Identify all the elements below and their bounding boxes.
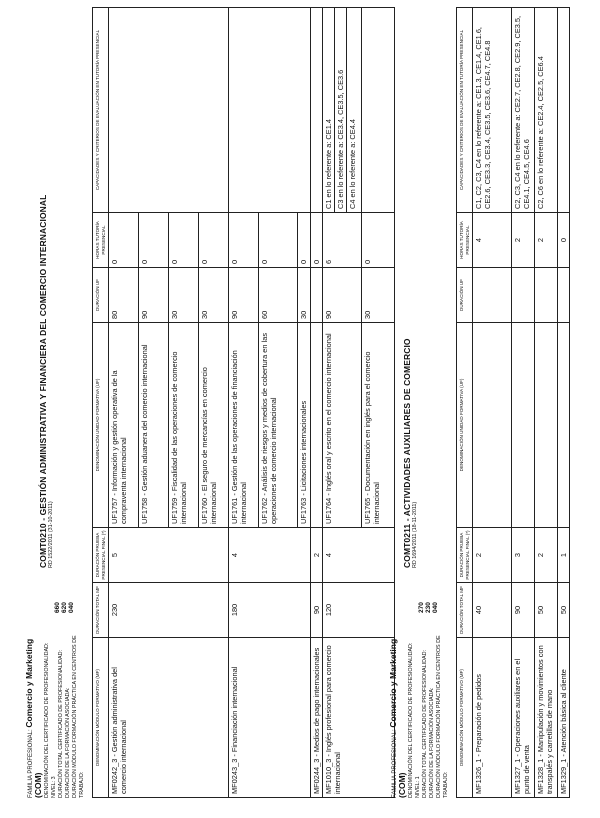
table-row	[535, 8, 558, 798]
uf-duration: 80	[109, 268, 139, 322]
mf-prueba: 1	[558, 528, 570, 583]
capacidades-cell	[311, 8, 323, 213]
familia-label: FAMILIA PROFESIONAL:	[28, 729, 34, 798]
duracion-asociada-label: DURACIÓN DE LA FORMACIÓN ASOCIADA:	[65, 687, 71, 798]
uf-name: UF1759 - Fiscalidad de las operaciones de comercio internacional	[169, 323, 199, 527]
duracion-total-value: 660	[54, 602, 61, 613]
header-prueba: DURACIÓN PRUEBA PRESENCIAL FINAL (*)	[457, 528, 473, 583]
header-uf: DENOMINACIÓN UNIDAD FORMATIVA (UF)	[457, 323, 473, 528]
uf-name: UF1765 - Documentación en inglés para el comercio internacional	[363, 351, 381, 524]
duracion-total-label: DURACIÓN TOTAL CERTIFICADO DE PROFESIONALIDAD:	[422, 650, 428, 798]
uf-name: UF1764 - Inglés oral y escrito en el comercio internacional	[323, 323, 362, 527]
mf-total: 120	[323, 583, 395, 638]
mf-total: 180	[229, 583, 311, 638]
denominacion-label: DENOMINACIÓN DEL CERTIFICADO DE PROFESIONALIDAD:	[44, 642, 50, 798]
header-tutoria: HORAS TUTORÍA PRESENCIAL	[457, 213, 473, 268]
uf-list	[109, 323, 229, 528]
mf-total: 50	[535, 583, 558, 638]
table-row	[323, 8, 395, 798]
nivel: NIVEL: 1	[415, 776, 421, 798]
mf-total: 90	[311, 583, 323, 638]
duracion-total-label: DURACIÓN TOTAL CERTIFICADO DE PROFESIONALIDAD:	[58, 650, 64, 798]
capacidad-item: C3 en lo referente a: CE3.4, CE3.5, CE3.6	[335, 8, 347, 212]
uf-name	[558, 323, 570, 528]
mf-total: 90	[512, 583, 535, 638]
mf-name: MF0242_3 - Gestión administrativa del comercio internacional	[109, 638, 229, 798]
uf-list	[229, 323, 311, 528]
mf-name: MF1326_1 - Preparación de pedidos	[473, 638, 512, 798]
mf-prueba: 2	[311, 528, 323, 583]
modules-table	[456, 7, 570, 798]
uf-tutoria: 0	[363, 259, 372, 264]
mf-total: 50	[558, 583, 570, 638]
uf-durations	[229, 268, 311, 323]
mf-prueba: 2	[535, 528, 558, 583]
section-header	[26, 8, 92, 798]
duracion-asociada-value: 620	[61, 602, 68, 613]
uf-tutorias	[229, 213, 311, 268]
denominacion-label: DENOMINACIÓN DEL CERTIFICADO DE PROFESIONALIDAD:	[408, 642, 414, 798]
uf-tutoria: 4	[473, 213, 512, 268]
uf-name: UF1762 - Análisis de riesgos y medios de cobertura en las operaciones de comercio internacional	[259, 323, 298, 527]
uf-tutoria: 2	[535, 213, 558, 268]
uf-duration	[512, 268, 535, 323]
table-header-row	[93, 8, 109, 798]
uf-tutoria: 0	[229, 213, 259, 267]
duracion-asociada-value: 230	[425, 602, 432, 613]
duracion-practica-value: 040	[68, 602, 75, 613]
certificate-title: COMT0211 - ACTIVIDADES AUXILIARES DE COMERCIO	[402, 338, 412, 568]
uf-tutorias	[109, 213, 229, 268]
table-row	[512, 8, 535, 798]
certificate-title: COMT0210 - GESTIÓN ADMINISTRATIVA Y FINANCIERA DEL COMERCIO INTERNACIONAL	[38, 194, 48, 568]
mf-name: MF0243_3 - Financiación internacional	[229, 638, 311, 798]
table-row	[109, 8, 229, 798]
certificate-title-block	[404, 8, 419, 568]
uf-tutorias	[323, 213, 395, 268]
uf-tutoria: 0	[299, 259, 308, 264]
mf-name: MF1328_1 - Manipulación y movimientos con transpalés y carretillas de mano	[535, 638, 558, 798]
uf-tutoria: 2	[512, 213, 535, 268]
uf-duration	[473, 268, 512, 323]
uf-name	[311, 323, 323, 528]
mf-prueba: 4	[323, 528, 395, 583]
mf-total: 230	[109, 583, 229, 638]
header-uf: DENOMINACIÓN UNIDAD FORMATIVA (UF)	[93, 323, 109, 528]
section-header	[390, 8, 456, 798]
uf-duration	[558, 268, 570, 323]
uf-list	[323, 323, 395, 528]
duracion-practica-value: 040	[432, 602, 439, 613]
familia-label: FAMILIA PROFESIONAL:	[392, 729, 398, 798]
uf-duration	[311, 268, 323, 323]
capacidades-cell	[229, 8, 311, 213]
mf-prueba: 5	[109, 528, 229, 583]
uf-duration: 30	[169, 268, 199, 322]
familia-name: Comercio y Marketing (COM)	[388, 638, 407, 798]
header-prueba: DURACIÓN PRUEBA PRESENCIAL FINAL (*)	[93, 528, 109, 583]
header-mf: DENOMINACIÓN MÓDULO FORMATIVO (MF)	[93, 638, 109, 798]
mf-name: MF1010_3 - Inglés profesional para comercio internacional	[323, 638, 395, 798]
header-tutoria: HORAS TUTORÍA PRESENCIAL	[93, 213, 109, 268]
certificate-section-comt0210	[26, 8, 395, 798]
royal-decree: RD 1522/2011 (31-10-2011)	[48, 501, 54, 568]
mf-prueba: 4	[229, 528, 311, 583]
duracion-practica-label: DURACIÓN MÓDULO FORMACIÓN PRÁCTICA EN CENTROS DE TRABAJO:	[436, 635, 449, 798]
uf-duration: 90	[229, 268, 259, 322]
familia-name: Comercio y Marketing (COM)	[24, 638, 43, 798]
uf-name	[535, 323, 558, 528]
header-total-mf: DURACIÓN TOTAL MF	[457, 583, 473, 638]
uf-name: UF1758 - Gestión aduanera del comercio internacional	[139, 323, 169, 527]
mf-prueba: 2	[473, 528, 512, 583]
header-capacidades: CAPACIDADES Y CRITERIOS DE EVALUACIÓN EN TUTORÍA PRESENCIAL	[93, 8, 109, 213]
uf-duration: 30	[200, 310, 209, 319]
mf-prueba: 3	[512, 528, 535, 583]
uf-tutoria: 0	[139, 213, 169, 267]
table-row	[229, 8, 311, 798]
uf-tutoria: 6	[323, 213, 362, 267]
uf-tutoria: 0	[200, 259, 209, 264]
uf-duration	[535, 268, 558, 323]
capacidad-item: C2, C3, C4 en lo referente a: CE2.7, CE2.8, CE2.9, CE3.5, CE4.1, CE4.5, CE4.6	[512, 8, 535, 213]
table-header-row	[457, 8, 473, 798]
certificate-section-comt0211	[390, 8, 570, 798]
header-labels	[390, 628, 450, 798]
duracion-total-value: 270	[418, 602, 425, 613]
nivel: NIVEL: 3	[51, 776, 57, 798]
header-total-mf: DURACIÓN TOTAL MF	[93, 583, 109, 638]
mf-name: MF1329_1 - Atención básica al cliente	[558, 638, 570, 798]
uf-durations	[323, 268, 395, 323]
uf-tutoria: 0	[311, 213, 323, 268]
uf-name: UF1761 - Gestión de las operaciones de financiación internacional	[229, 323, 259, 527]
mf-name: MF0244_3 - Medios de pago internacionales	[311, 638, 323, 798]
duracion-practica-label: DURACIÓN MÓDULO FORMACIÓN PRÁCTICA EN CENTROS DE TRABAJO:	[72, 635, 85, 798]
uf-name: UF1760 - El seguro de mercancías en comercio internacional	[200, 367, 218, 524]
header-mf: DENOMINACIÓN MÓDULO FORMATIVO (MF)	[457, 638, 473, 798]
uf-duration: 90	[323, 268, 362, 322]
mf-total: 40	[473, 583, 512, 638]
duration-values	[418, 583, 439, 613]
capacidades-cell	[558, 8, 570, 213]
uf-tutoria: 0	[109, 213, 139, 267]
uf-durations	[109, 268, 229, 323]
modules-table	[92, 7, 395, 798]
uf-name	[512, 323, 535, 528]
capacidades-cell	[109, 8, 229, 213]
capacidad-item: C4 en lo referente a: CE4.4	[348, 119, 357, 209]
header-capacidades: CAPACIDADES Y CRITERIOS DE EVALUACIÓN EN TUTORÍA PRESENCIAL	[457, 8, 473, 213]
uf-tutoria: 0	[259, 213, 298, 267]
mf-name: MF1327_1 - Operaciones auxiliares en el punto de venta	[512, 638, 535, 798]
uf-duration: 30	[299, 310, 308, 319]
uf-tutoria: 0	[558, 213, 570, 268]
header-duracion-uf: DURACIÓN UF	[457, 268, 473, 323]
royal-decree: RD 1694/2011 (18-11-2011)	[412, 501, 418, 568]
table-row	[311, 8, 323, 798]
duration-values	[54, 583, 75, 613]
capacidad-item: C1 en lo referente a: CE1.4	[323, 8, 335, 212]
capacidad-item: C1, C2, C3, C4 en lo referente a: CE1.3, CE1.4, CE1.6, CE2.6, CE3.3, CE3.4, CE3.5, CE3.6, CE4.7, CE4.8	[473, 8, 512, 213]
uf-duration: 60	[259, 268, 298, 322]
header-duracion-uf: DURACIÓN UF	[93, 268, 109, 323]
table-row	[558, 8, 570, 798]
certificate-title-block	[40, 8, 55, 568]
duracion-asociada-label: DURACIÓN DE LA FORMACIÓN ASOCIADA:	[429, 687, 435, 798]
uf-name: UF1763 - Licitaciones internacionales	[299, 400, 308, 524]
header-labels	[26, 628, 86, 798]
capacidades-cell	[323, 8, 395, 213]
uf-name: UF1757 - Información y gestión operativa de la compraventa internacional	[109, 323, 139, 527]
table-row	[473, 8, 512, 798]
uf-name	[473, 323, 512, 528]
capacidad-item: C2, C6 en lo referente a: CE2.4, CE2.5, CE6.4	[535, 8, 558, 213]
uf-tutoria: 0	[169, 213, 199, 267]
uf-duration: 90	[139, 268, 169, 322]
uf-duration: 30	[363, 310, 372, 319]
